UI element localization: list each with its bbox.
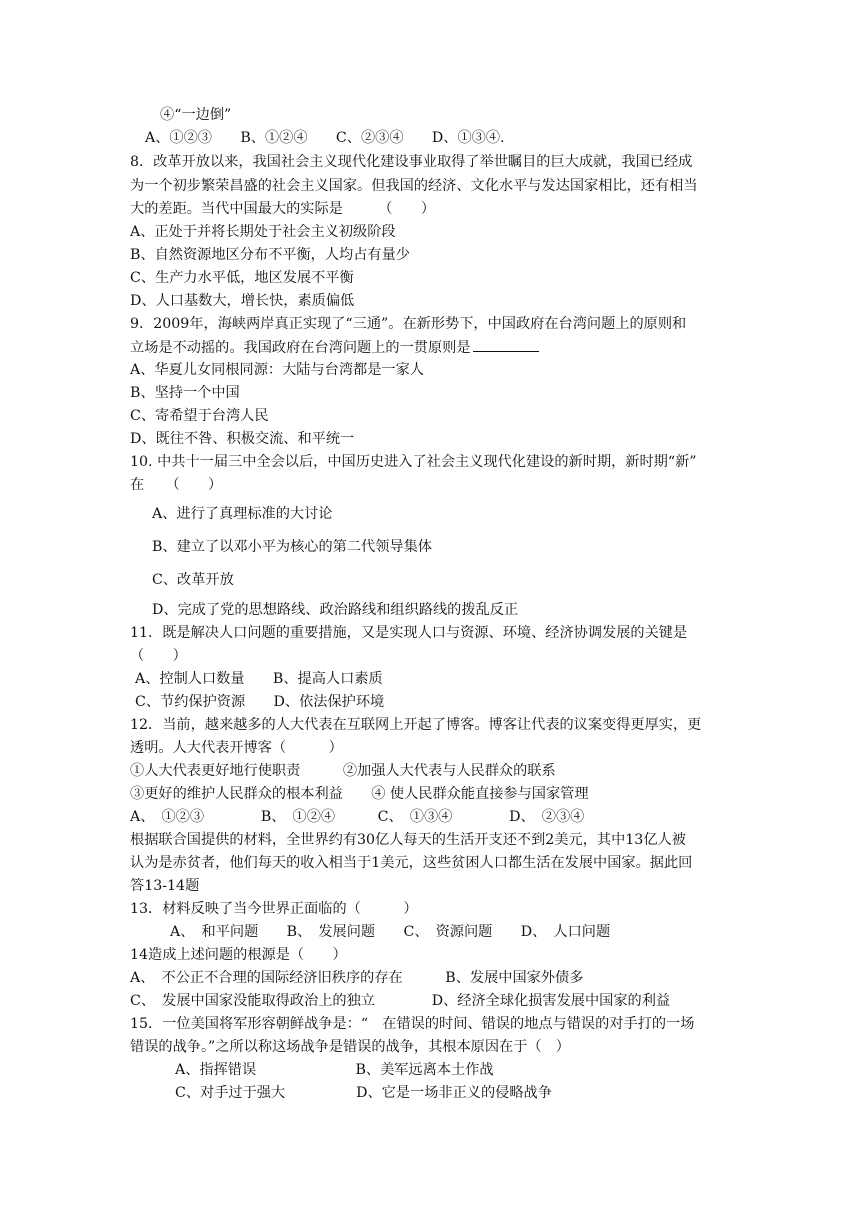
q11-stem-line-2: （ ） xyxy=(130,648,187,664)
q7-answer-choices: A、①②③ B、①②④ C、②③④ D、①③④. xyxy=(145,130,505,146)
q15-stem-line-1: 15．一位美国将军形容朝鲜战争是：“ 在错误的时间、错误的地点与错误的对手打的一场 xyxy=(130,1016,695,1032)
q11-options-ab: A、控制人口数量 B、提高人口素质 xyxy=(135,671,383,687)
q8-stem-line-2: 为一个初步繁荣昌盛的社会主义国家。但我国的经济、文化水平与发达国家相比，还有相当 xyxy=(130,178,698,194)
q9-option-b: B、坚持一个中国 xyxy=(130,385,240,401)
q14-options-cd: C、 发展中国家没能取得政治上的独立 D、经济全球化损害发展中国家的利益 xyxy=(130,993,671,1009)
material-line-3: 答13-14题 xyxy=(130,878,200,894)
q10-stem-line-1: 10. 中共十一届三中全会以后，中国历史进入了社会主义现代化建设的新时期，新时期“新” xyxy=(130,454,697,470)
material-line-1: 根据联合国提供的材料，全世界约有30亿人每天的生活开支还不到2美元，其中13亿人被 xyxy=(130,832,686,848)
q11-stem-line-1: 11．既是解决人口问题的重要措施，又是实现人口与资源、环境、经济协调发展的关键是 xyxy=(130,625,688,641)
q8-option-c: C、生产力水平低，地区发展不平衡 xyxy=(130,270,354,286)
q8-stem-line-1: 8．改革开放以来，我国社会主义现代化建设事业取得了举世瞩目的巨大成就，我国已经成 xyxy=(130,154,693,170)
material-line-2: 认为是赤贫者，他们每天的收入相当于1美元，这些贫困人口都生活在发展中国家。据此回 xyxy=(130,855,693,871)
q8-option-a: A、正处于并将长期处于社会主义初级阶段 xyxy=(130,224,396,240)
q15-stem-line-2: 错误的战争。”之所以称这场战争是错误的战争，其根本原因在于（ ） xyxy=(130,1039,570,1055)
q13-stem: 13．材料反映了当今世界正面临的（ ） xyxy=(130,901,418,917)
q10-option-b: B、建立了以邓小平为核心的第二代领导集体 xyxy=(152,539,432,555)
q15-options-ab: A、指挥错误 B、美军远离本土作战 xyxy=(175,1062,494,1078)
q12-stem-line-1: 12．当前，越来越多的人大代表在互联网上开起了博客。博客让代表的议案变得更厚实，更 xyxy=(130,717,702,733)
q12-statements-34: ③更好的维护人民群众的根本利益 ④ 使人民群众能直接参与国家管理 xyxy=(130,786,589,802)
q14-stem: 14造成上述问题的根源是（ ） xyxy=(130,947,347,963)
q10-stem-line-2: 在 （ ） xyxy=(130,477,223,493)
q13-answer-choices: A、 和平问题 B、 发展问题 C、 资源问题 D、 人口问题 xyxy=(170,924,611,940)
q12-stem-line-2: 透明。人大代表开博客（ ） xyxy=(130,740,343,756)
q14-options-ab: A、 不公正不合理的国际经济旧秩序的存在 B、发展中国家外债多 xyxy=(130,970,584,986)
q7-option-4: ④“一边倒” xyxy=(160,107,232,123)
q9-stem-line-1: 9．2009年，海峡两岸真正实现了“三通”。在新形势下，中国政府在台湾问题上的原则和 xyxy=(130,316,687,332)
q8-stem-line-3: 大的差距。当代中国最大的实际是 （ ） xyxy=(130,201,436,217)
q9-option-d: D、既往不咎、积极交流、和平统一 xyxy=(130,431,355,447)
q9-option-a: A、华夏儿女同根同源：大陆与台湾都是一家人 xyxy=(130,362,424,378)
answer-blank xyxy=(473,337,539,352)
q12-statements-12: ①人大代表更好地行使职责 ②加强人大代表与人民群众的联系 xyxy=(130,763,556,779)
q9-stem-text: 立场是不动摇的。我国政府在台湾问题上的一贯原则是 xyxy=(130,340,471,356)
q8-option-b: B、自然资源地区分布不平衡，人均占有量少 xyxy=(130,247,410,263)
q15-options-cd: C、对手过于强大 D、它是一场非正义的侵略战争 xyxy=(175,1085,552,1101)
q11-options-cd: C、节约保护资源 D、依法保护环境 xyxy=(135,694,385,710)
q10-option-d: D、完成了党的思想路线、政治路线和组织路线的拨乱反正 xyxy=(152,602,519,618)
q10-option-c: C、改革开放 xyxy=(152,572,234,588)
q12-answer-choices: A、 ①②③ B、 ①②④ C、 ①③④ D、 ②③④ xyxy=(130,809,585,825)
q10-option-a: A、进行了真理标准的大讨论 xyxy=(152,506,333,522)
q8-option-d: D、人口基数大，增长快，素质偏低 xyxy=(130,293,355,309)
q9-stem-line-2 xyxy=(130,337,539,358)
q9-option-c: C、寄希望于台湾人民 xyxy=(130,408,269,424)
